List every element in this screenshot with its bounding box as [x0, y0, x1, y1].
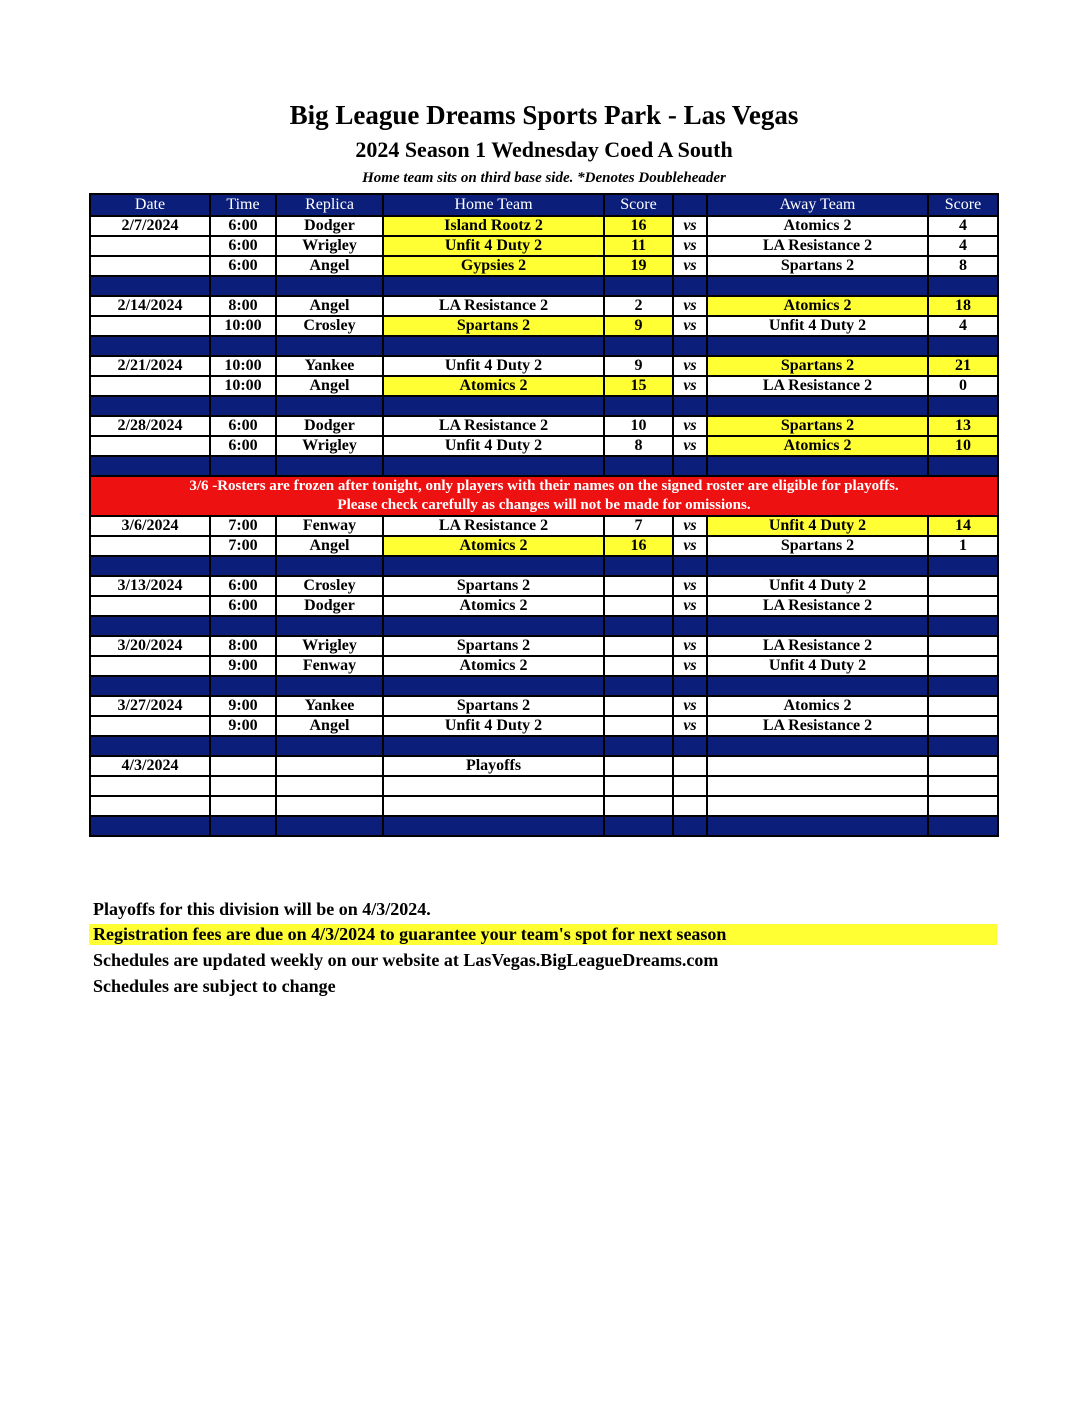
separator-cell — [707, 556, 928, 576]
home-score — [604, 756, 673, 776]
home-score — [604, 696, 673, 716]
game-date: 3/20/2024 — [90, 636, 210, 656]
game-time — [210, 756, 276, 776]
home-score — [604, 796, 673, 816]
separator-row — [90, 676, 998, 696]
away-score — [928, 716, 998, 736]
separator-cell — [276, 616, 383, 636]
vs-label: vs — [673, 416, 707, 436]
home-score: 7 — [604, 516, 673, 536]
away-team: Unfit 4 Duty 2 — [707, 516, 928, 536]
game-date — [90, 536, 210, 556]
separator-cell — [276, 676, 383, 696]
game-date: 3/6/2024 — [90, 516, 210, 536]
separator-cell — [210, 816, 276, 836]
away-team — [707, 776, 928, 796]
separator-cell — [928, 676, 998, 696]
game-field — [276, 796, 383, 816]
home-team: Spartans 2 — [383, 636, 604, 656]
col-header-away-score: Score — [928, 194, 998, 216]
home-team: Unfit 4 Duty 2 — [383, 356, 604, 376]
away-score — [928, 796, 998, 816]
separator-row — [90, 816, 998, 836]
vs-label — [673, 756, 707, 776]
separator-cell — [383, 276, 604, 296]
separator-cell — [707, 396, 928, 416]
game-field: Yankee — [276, 356, 383, 376]
home-team: Unfit 4 Duty 2 — [383, 236, 604, 256]
game-date — [90, 436, 210, 456]
separator-cell — [673, 676, 707, 696]
away-team: Unfit 4 Duty 2 — [707, 316, 928, 336]
game-row — [90, 216, 998, 236]
home-team: Unfit 4 Duty 2 — [383, 436, 604, 456]
game-date — [90, 716, 210, 736]
separator-cell — [673, 616, 707, 636]
col-header-home-score: Score — [604, 194, 673, 216]
col-header-replica: Replica — [276, 194, 383, 216]
game-field: Wrigley — [276, 236, 383, 256]
game-field: Wrigley — [276, 636, 383, 656]
separator-cell — [276, 456, 383, 476]
game-field: Fenway — [276, 656, 383, 676]
away-team: LA Resistance 2 — [707, 376, 928, 396]
game-field: Dodger — [276, 216, 383, 236]
separator-cell — [928, 736, 998, 756]
game-time: 10:00 — [210, 376, 276, 396]
game-row — [90, 716, 998, 736]
game-time: 10:00 — [210, 356, 276, 376]
vs-label: vs — [673, 356, 707, 376]
separator-row — [90, 396, 998, 416]
game-field: Dodger — [276, 596, 383, 616]
game-row — [90, 796, 998, 816]
game-row — [90, 516, 998, 536]
away-score — [928, 576, 998, 596]
separator-cell — [276, 736, 383, 756]
roster-notice-line1: 3/6 -Rosters are frozen after tonight, only players with their names on the signed roster are eligible for playoffs. — [189, 478, 899, 494]
separator-cell — [90, 736, 210, 756]
game-field: Angel — [276, 376, 383, 396]
game-time: 6:00 — [210, 596, 276, 616]
game-time: 9:00 — [210, 716, 276, 736]
separator-row — [90, 616, 998, 636]
home-score: 8 — [604, 436, 673, 456]
away-team: LA Resistance 2 — [707, 236, 928, 256]
home-team: Atomics 2 — [383, 536, 604, 556]
schedule-body — [90, 216, 998, 836]
game-field: Fenway — [276, 516, 383, 536]
game-field: Angel — [276, 256, 383, 276]
separator-cell — [928, 816, 998, 836]
home-team: Island Rootz 2 — [383, 216, 604, 236]
vs-label: vs — [673, 696, 707, 716]
away-score: 0 — [928, 376, 998, 396]
vs-label: vs — [673, 536, 707, 556]
vs-label: vs — [673, 256, 707, 276]
game-field: Angel — [276, 536, 383, 556]
separator-cell — [90, 816, 210, 836]
game-time: 6:00 — [210, 436, 276, 456]
game-date: 3/27/2024 — [90, 696, 210, 716]
separator-cell — [707, 456, 928, 476]
vs-label: vs — [673, 716, 707, 736]
vs-label: vs — [673, 656, 707, 676]
separator-cell — [673, 556, 707, 576]
game-field: Angel — [276, 716, 383, 736]
game-row — [90, 376, 998, 396]
away-team: Atomics 2 — [707, 436, 928, 456]
away-team: Spartans 2 — [707, 356, 928, 376]
game-row — [90, 536, 998, 556]
home-team — [383, 776, 604, 796]
away-team: Spartans 2 — [707, 256, 928, 276]
game-time — [210, 776, 276, 796]
separator-cell — [707, 616, 928, 636]
home-team: LA Resistance 2 — [383, 416, 604, 436]
game-time: 6:00 — [210, 576, 276, 596]
separator-cell — [383, 816, 604, 836]
away-team: LA Resistance 2 — [707, 636, 928, 656]
col-header-vs — [673, 194, 707, 216]
page-subtitle: 2024 Season 1 Wednesday Coed A South — [355, 137, 733, 162]
separator-row — [90, 276, 998, 296]
separator-cell — [673, 456, 707, 476]
away-team: Spartans 2 — [707, 536, 928, 556]
game-field — [276, 756, 383, 776]
roster-notice-line2: Please check carefully as changes will not be made for omissions. — [337, 497, 751, 513]
game-date — [90, 596, 210, 616]
home-score: 9 — [604, 316, 673, 336]
game-row — [90, 416, 998, 436]
separator-cell — [604, 676, 673, 696]
separator-cell — [383, 736, 604, 756]
away-score: 18 — [928, 296, 998, 316]
away-score — [928, 596, 998, 616]
home-score — [604, 576, 673, 596]
game-date — [90, 656, 210, 676]
away-score — [928, 776, 998, 796]
home-team: Atomics 2 — [383, 656, 604, 676]
separator-cell — [707, 676, 928, 696]
home-score: 16 — [604, 216, 673, 236]
separator-cell — [707, 736, 928, 756]
separator-cell — [707, 336, 928, 356]
home-score: 9 — [604, 356, 673, 376]
separator-row — [90, 456, 998, 476]
game-time: 7:00 — [210, 536, 276, 556]
away-score: 4 — [928, 236, 998, 256]
page-title: Big League Dreams Sports Park - Las Vegas — [289, 100, 799, 130]
separator-cell — [276, 816, 383, 836]
game-field: Crosley — [276, 576, 383, 596]
separator-cell — [928, 556, 998, 576]
game-field — [276, 776, 383, 796]
separator-cell — [210, 616, 276, 636]
footer-website: Schedules are updated weekly on our website at LasVegas.BigLeagueDreams.com — [93, 950, 719, 970]
away-team: LA Resistance 2 — [707, 596, 928, 616]
away-score — [928, 696, 998, 716]
away-score: 4 — [928, 216, 998, 236]
away-score: 14 — [928, 516, 998, 536]
separator-cell — [604, 336, 673, 356]
separator-cell — [604, 616, 673, 636]
game-row — [90, 696, 998, 716]
home-score — [604, 716, 673, 736]
separator-cell — [604, 276, 673, 296]
home-score — [604, 596, 673, 616]
footer-change: Schedules are subject to change — [93, 976, 336, 996]
separator-cell — [383, 676, 604, 696]
away-team: LA Resistance 2 — [707, 716, 928, 736]
home-score: 16 — [604, 536, 673, 556]
game-date: 2/21/2024 — [90, 356, 210, 376]
separator-cell — [673, 336, 707, 356]
game-date: 3/13/2024 — [90, 576, 210, 596]
game-row — [90, 636, 998, 656]
separator-row — [90, 556, 998, 576]
game-date — [90, 796, 210, 816]
separator-cell — [383, 456, 604, 476]
away-team: Unfit 4 Duty 2 — [707, 656, 928, 676]
game-row — [90, 236, 998, 256]
game-field: Wrigley — [276, 436, 383, 456]
separator-cell — [604, 556, 673, 576]
vs-label: vs — [673, 636, 707, 656]
game-date: 2/7/2024 — [90, 216, 210, 236]
away-team — [707, 796, 928, 816]
separator-cell — [90, 276, 210, 296]
game-field: Dodger — [276, 416, 383, 436]
separator-cell — [210, 396, 276, 416]
game-row — [90, 776, 998, 796]
home-score: 15 — [604, 376, 673, 396]
away-score: 1 — [928, 536, 998, 556]
separator-cell — [90, 456, 210, 476]
game-time: 6:00 — [210, 416, 276, 436]
separator-cell — [276, 336, 383, 356]
home-team: Atomics 2 — [383, 596, 604, 616]
away-score: 8 — [928, 256, 998, 276]
game-date — [90, 256, 210, 276]
game-time — [210, 796, 276, 816]
footer-playoffs: Playoffs for this division will be on 4/3/2024. — [93, 899, 431, 919]
separator-cell — [210, 276, 276, 296]
away-team: Atomics 2 — [707, 696, 928, 716]
game-row — [90, 316, 998, 336]
game-date — [90, 316, 210, 336]
home-team: Spartans 2 — [383, 696, 604, 716]
away-score: 4 — [928, 316, 998, 336]
away-team: Spartans 2 — [707, 416, 928, 436]
home-score: 2 — [604, 296, 673, 316]
game-field: Angel — [276, 296, 383, 316]
game-date — [90, 776, 210, 796]
separator-row — [90, 336, 998, 356]
separator-cell — [604, 816, 673, 836]
separator-cell — [383, 336, 604, 356]
away-score — [928, 636, 998, 656]
separator-cell — [673, 276, 707, 296]
separator-cell — [210, 736, 276, 756]
game-time: 8:00 — [210, 296, 276, 316]
separator-cell — [707, 816, 928, 836]
separator-cell — [604, 456, 673, 476]
vs-label: vs — [673, 376, 707, 396]
separator-cell — [928, 396, 998, 416]
vs-label: vs — [673, 576, 707, 596]
game-time: 7:00 — [210, 516, 276, 536]
col-header-home-team: Home Team — [383, 194, 604, 216]
away-score: 21 — [928, 356, 998, 376]
separator-row — [90, 736, 998, 756]
vs-label — [673, 776, 707, 796]
game-time: 9:00 — [210, 656, 276, 676]
away-team: Atomics 2 — [707, 296, 928, 316]
separator-cell — [673, 736, 707, 756]
game-date: 2/28/2024 — [90, 416, 210, 436]
vs-label: vs — [673, 296, 707, 316]
separator-cell — [90, 336, 210, 356]
game-row — [90, 656, 998, 676]
home-score: 10 — [604, 416, 673, 436]
separator-cell — [707, 276, 928, 296]
footer-registration: Registration fees are due on 4/3/2024 to guarantee your team's spot for next season — [89, 924, 997, 945]
home-team: Playoffs — [383, 756, 604, 776]
away-score — [928, 756, 998, 776]
game-time: 10:00 — [210, 316, 276, 336]
game-time: 6:00 — [210, 236, 276, 256]
separator-cell — [90, 616, 210, 636]
separator-cell — [276, 556, 383, 576]
separator-cell — [90, 556, 210, 576]
vs-label: vs — [673, 236, 707, 256]
home-score — [604, 776, 673, 796]
home-team: Spartans 2 — [383, 316, 604, 336]
away-team: Unfit 4 Duty 2 — [707, 576, 928, 596]
separator-cell — [383, 616, 604, 636]
separator-cell — [383, 396, 604, 416]
game-date — [90, 236, 210, 256]
game-row — [90, 576, 998, 596]
separator-cell — [604, 736, 673, 756]
vs-label — [673, 796, 707, 816]
game-row — [90, 256, 998, 276]
separator-cell — [276, 396, 383, 416]
game-row — [90, 356, 998, 376]
away-team — [707, 756, 928, 776]
game-date: 2/14/2024 — [90, 296, 210, 316]
away-score: 13 — [928, 416, 998, 436]
vs-label: vs — [673, 316, 707, 336]
separator-cell — [90, 676, 210, 696]
game-field: Yankee — [276, 696, 383, 716]
home-team — [383, 796, 604, 816]
away-score: 10 — [928, 436, 998, 456]
separator-cell — [928, 336, 998, 356]
separator-cell — [276, 276, 383, 296]
vs-label: vs — [673, 596, 707, 616]
schedule-table — [89, 193, 999, 837]
separator-cell — [210, 456, 276, 476]
separator-cell — [673, 816, 707, 836]
vs-label: vs — [673, 436, 707, 456]
home-team: Unfit 4 Duty 2 — [383, 716, 604, 736]
roster-notice — [90, 476, 998, 516]
col-header-date: Date — [90, 194, 210, 216]
game-field: Crosley — [276, 316, 383, 336]
separator-cell — [928, 616, 998, 636]
game-time: 6:00 — [210, 216, 276, 236]
header-note: Home team sits on third base side. *Denotes Doubleheader — [362, 170, 726, 186]
home-score: 11 — [604, 236, 673, 256]
game-row — [90, 596, 998, 616]
home-team: LA Resistance 2 — [383, 516, 604, 536]
separator-cell — [90, 396, 210, 416]
separator-cell — [210, 336, 276, 356]
home-score — [604, 656, 673, 676]
home-score — [604, 636, 673, 656]
home-score: 19 — [604, 256, 673, 276]
home-team: LA Resistance 2 — [383, 296, 604, 316]
game-date: 4/3/2024 — [90, 756, 210, 776]
home-team: Gypsies 2 — [383, 256, 604, 276]
away-score — [928, 656, 998, 676]
table-header-row — [90, 194, 998, 216]
vs-label: vs — [673, 516, 707, 536]
game-date — [90, 376, 210, 396]
separator-cell — [604, 396, 673, 416]
game-row — [90, 436, 998, 456]
separator-cell — [928, 456, 998, 476]
roster-notice-row — [90, 476, 998, 516]
game-row — [90, 756, 998, 776]
col-header-time: Time — [210, 194, 276, 216]
game-row — [90, 296, 998, 316]
separator-cell — [210, 676, 276, 696]
separator-cell — [673, 396, 707, 416]
separator-cell — [928, 276, 998, 296]
col-header-away-team: Away Team — [707, 194, 928, 216]
separator-cell — [383, 556, 604, 576]
game-time: 9:00 — [210, 696, 276, 716]
vs-label: vs — [673, 216, 707, 236]
separator-cell — [210, 556, 276, 576]
away-team: Atomics 2 — [707, 216, 928, 236]
game-time: 8:00 — [210, 636, 276, 656]
game-time: 6:00 — [210, 256, 276, 276]
home-team: Atomics 2 — [383, 376, 604, 396]
home-team: Spartans 2 — [383, 576, 604, 596]
